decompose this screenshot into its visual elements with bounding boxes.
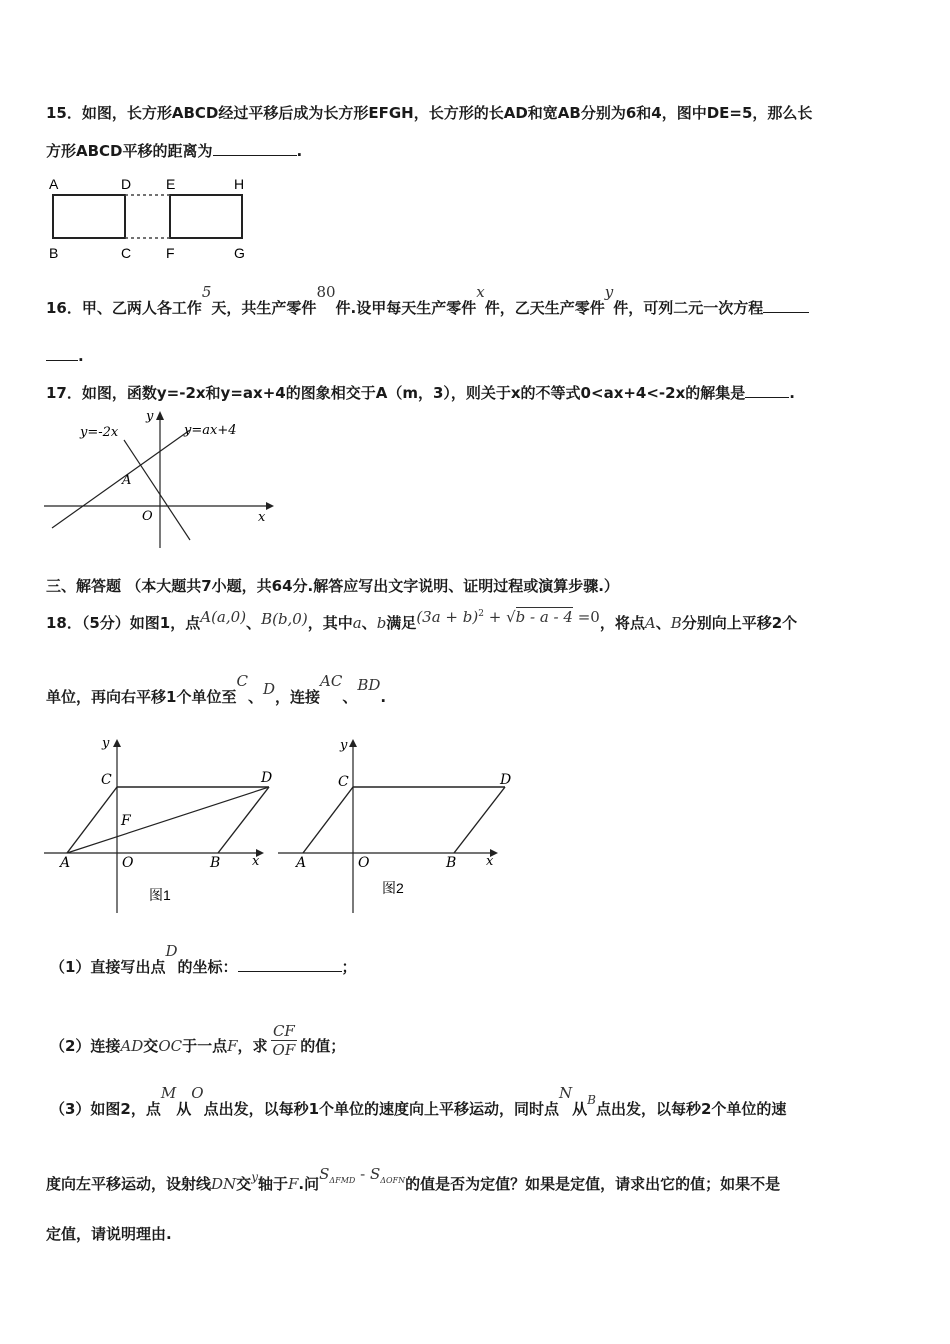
sqrt-symbol: √: [506, 608, 516, 626]
label-y-ax4: y=ax+4: [184, 423, 237, 438]
label-d: D: [500, 772, 512, 788]
label-e: E: [166, 176, 176, 192]
label-o: O: [122, 855, 134, 871]
rect-efgh: [170, 195, 242, 238]
q18-part3-line1: （3）如图2，点M从O点出发，以每秒1个单位的速度向上平移运动，同时点N从$^B$点出发，以每秒2个单位的速: [50, 1084, 787, 1118]
q18-part1-blank: [238, 971, 342, 972]
q18-part1: （1）直接写出点D的坐标： ；: [50, 942, 357, 976]
var-x: x: [476, 283, 485, 301]
q18-figure-1: [44, 733, 274, 918]
segment-db: [218, 787, 269, 853]
q16-answer-blank-cont: [46, 360, 78, 361]
line-y-ax-plus-4: [52, 430, 190, 528]
q15-period: .: [296, 142, 303, 160]
q15-rectangles-figure: [44, 172, 264, 262]
rect-abcd: [53, 195, 125, 238]
label-d: D: [261, 770, 273, 786]
q18-part3-line3: 定值，请说明理由.: [46, 1225, 172, 1243]
var-80: 80: [316, 283, 336, 301]
label-y: y: [340, 738, 348, 753]
var-5: 5: [201, 283, 212, 301]
q17-graph-figure: [44, 408, 284, 548]
label-a: A: [122, 473, 132, 488]
q15-text: 方形ABCD平移的距离为: [46, 142, 213, 160]
q18-part3-line2: 度向左平移运动，设射线DN交$^y$轴于F.问$S_{\Delta FMD} - S_{\Delta OFN}$的值是否为定值？如果是定值，请求出它的值；如果不是: [46, 1165, 781, 1193]
label-x: x: [486, 854, 494, 869]
label-a: A: [60, 855, 71, 871]
caption-fig1: 图1: [149, 887, 171, 903]
q15-text-line1: 15．如图，长方形ABCD经过平移后成为长方形EFGH，长方形的长AD和宽AB分别为6和4，图中DE=5，那么长: [46, 104, 813, 122]
q18-text-line1: 18．（5分）如图1，点A(a,0)、B(b,0)，其中a、b满足$(3a + b)^2 + √b - a - 4 =0$，将点A、B分别向上平移2个: [46, 608, 798, 632]
caption-fig2: 图2: [382, 880, 404, 896]
label-g: G: [234, 245, 245, 261]
label-b: B: [49, 245, 59, 261]
label-a: A: [296, 855, 307, 871]
label-c: C: [101, 772, 112, 788]
label-a: A: [49, 176, 59, 192]
label-y: y: [146, 409, 154, 424]
y-arrow: [349, 739, 357, 747]
label-h: H: [234, 176, 245, 192]
fraction-cf-of: $\frac{CF}{OF}$: [272, 1022, 296, 1059]
label-o: O: [142, 509, 153, 524]
label-x: x: [252, 854, 260, 869]
segment-db: [454, 787, 505, 853]
label-b: B: [446, 855, 457, 871]
label-o: O: [358, 855, 370, 871]
line-y-neg2x: [124, 440, 190, 540]
label-y: y: [102, 736, 110, 751]
label-x: x: [258, 510, 266, 525]
q18-text-line2: 单位，再向右平移1个单位至C、D，连接AC、BD.: [46, 672, 387, 706]
label-y-neg2x: y=-2x: [80, 425, 119, 440]
q16-text: 16．甲、乙两人各工作5天，共生产零件80件.设甲每天生产零件x件，乙天生产零件y件，可列二元一次方程: [46, 297, 809, 318]
label-b: B: [210, 855, 221, 871]
y-arrow: [113, 739, 121, 747]
label-c: C: [121, 245, 132, 261]
equation: $(3a + b)^2 + √b - a - 4 =0$: [416, 608, 600, 626]
label-f: F: [121, 813, 131, 829]
q17-answer-blank: [745, 397, 789, 398]
q15-text-line2: [46, 140, 302, 161]
q16-answer-blank: [763, 312, 809, 313]
segment-ac: [67, 787, 117, 853]
segment-ac: [303, 787, 353, 853]
section3-heading: 三、解答题 （本大题共7小题，共64分.解答应写出文字说明、证明过程或演算步骤.）: [46, 577, 619, 595]
x-arrow: [266, 502, 274, 510]
label-f: F: [166, 245, 175, 261]
label-d: D: [121, 176, 132, 192]
q16-text-cont: .: [46, 347, 84, 365]
q18-figure-2: [278, 733, 512, 918]
q18-part2: （2）连接AD交OC于一点F，求 $\frac{CF}{OF}$ 的值；: [50, 1022, 346, 1059]
area-s-fmd: $S_{\Delta FMD} - S_{\Delta OFN}$: [319, 1165, 406, 1185]
var-y: y: [604, 283, 614, 301]
point-a: A(a,0): [200, 608, 247, 626]
q17-text: 17．如图，函数y=-2x和y=ax+4的图象相交于A（m，3），则关于x的不等式0<ax+4<-2x的解集是 .: [46, 384, 795, 402]
q15-answer-blank: [213, 155, 297, 156]
point-b: B(b,0): [261, 610, 308, 628]
segment-ad: [67, 787, 269, 853]
y-arrow: [156, 411, 164, 420]
label-c: C: [338, 774, 349, 790]
